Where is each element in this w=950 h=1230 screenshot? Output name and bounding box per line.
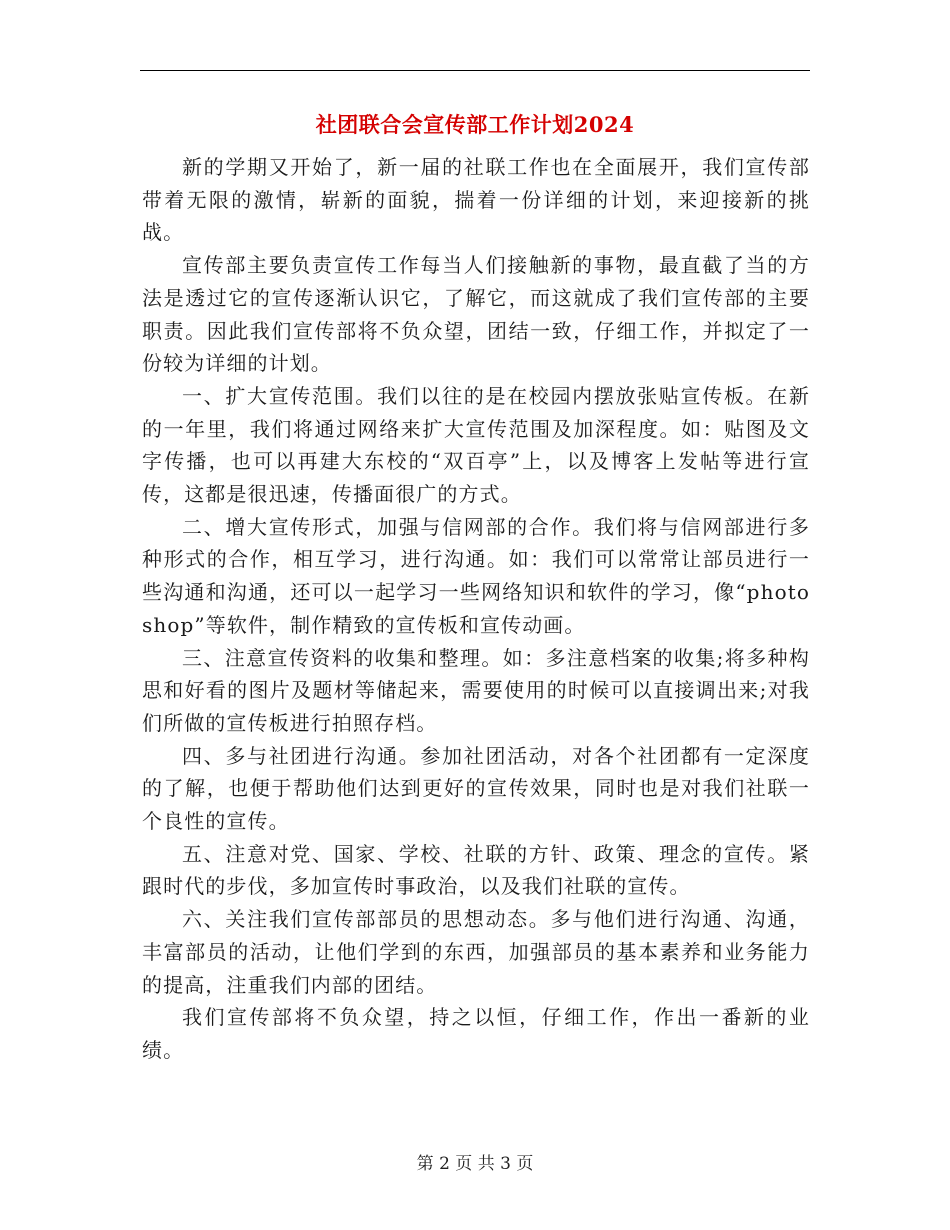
paragraph-item-6: 六、关注我们宣传部部员的思想动态。多与他们进行沟通、沟通，丰富部员的活动，让他们学到的东西，加强部员的基本素养和业务能力的提高，注重我们内部的团结。 xyxy=(142,907,810,997)
page-footer xyxy=(0,1153,950,1175)
page-number-label: 第 2 页 共 3 页 xyxy=(416,1154,534,1174)
paragraph-item-3: 三、注意宣传资料的收集和整理。如：多注意档案的收集;将多种构思和好看的图片及题材等储起来，需要使用的时候可以直接调出来;对我们所做的宣传板进行拍照存档。 xyxy=(142,645,810,735)
document-title: 社团联合会宣传部工作计划2024 xyxy=(315,112,635,137)
paragraph-conclusion: 我们宣传部将不负众望，持之以恒，仔细工作，作出一番新的业绩。 xyxy=(142,1005,810,1062)
paragraph-responsibility: 宣传部主要负责宣传工作每当人们接触新的事物，最直截了当的方法是透过它的宣传逐渐认识它，了解它，而这就成了我们宣传部的主要职责。因此我们宣传部将不负众望，团结一致，仔细工作，并拟定了一份较为详细的计划。 xyxy=(142,253,810,376)
paragraph-item-4: 四、多与社团进行沟通。参加社团活动，对各个社团都有一定深度的了解，也便于帮助他们达到更好的宣传效果，同时也是对我们社联一个良性的宣传。 xyxy=(142,743,810,834)
paragraph-intro: 新的学期又开始了，新一届的社联工作也在全面展开，我们宣传部带着无限的激情，崭新的面貌，揣着一份详细的计划，来迎接新的挑战。 xyxy=(142,155,810,245)
paragraph-item-1: 一、扩大宣传范围。我们以往的是在校园内摆放张贴宣传板。在新的一年里，我们将通过网络来扩大宣传范围及加深程度。如：贴图及文字传播，也可以再建大东校的“双百亭”上，以及博客上发帖等进行宣传，这都是很迅速，传播面很广的方式。 xyxy=(142,383,810,507)
document-body xyxy=(142,151,810,1067)
paragraph-item-5: 五、注意对党、国家、学校、社联的方针、政策、理念的宣传。紧跟时代的步伐，多加宣传时事政治，以及我们社联的宣传。 xyxy=(142,841,810,899)
header-rule xyxy=(140,70,810,71)
paragraph-item-2: 二、增大宣传形式，加强与信网部的合作。我们将与信网部进行多种形式的合作，相互学习，进行沟通。如：我们可以常常让部员进行一些沟通和沟通，还可以一起学习一些网络知识和软件的学习，像“photo shop”等软件，制作精致的宣传板和宣传动画。 xyxy=(142,514,810,637)
